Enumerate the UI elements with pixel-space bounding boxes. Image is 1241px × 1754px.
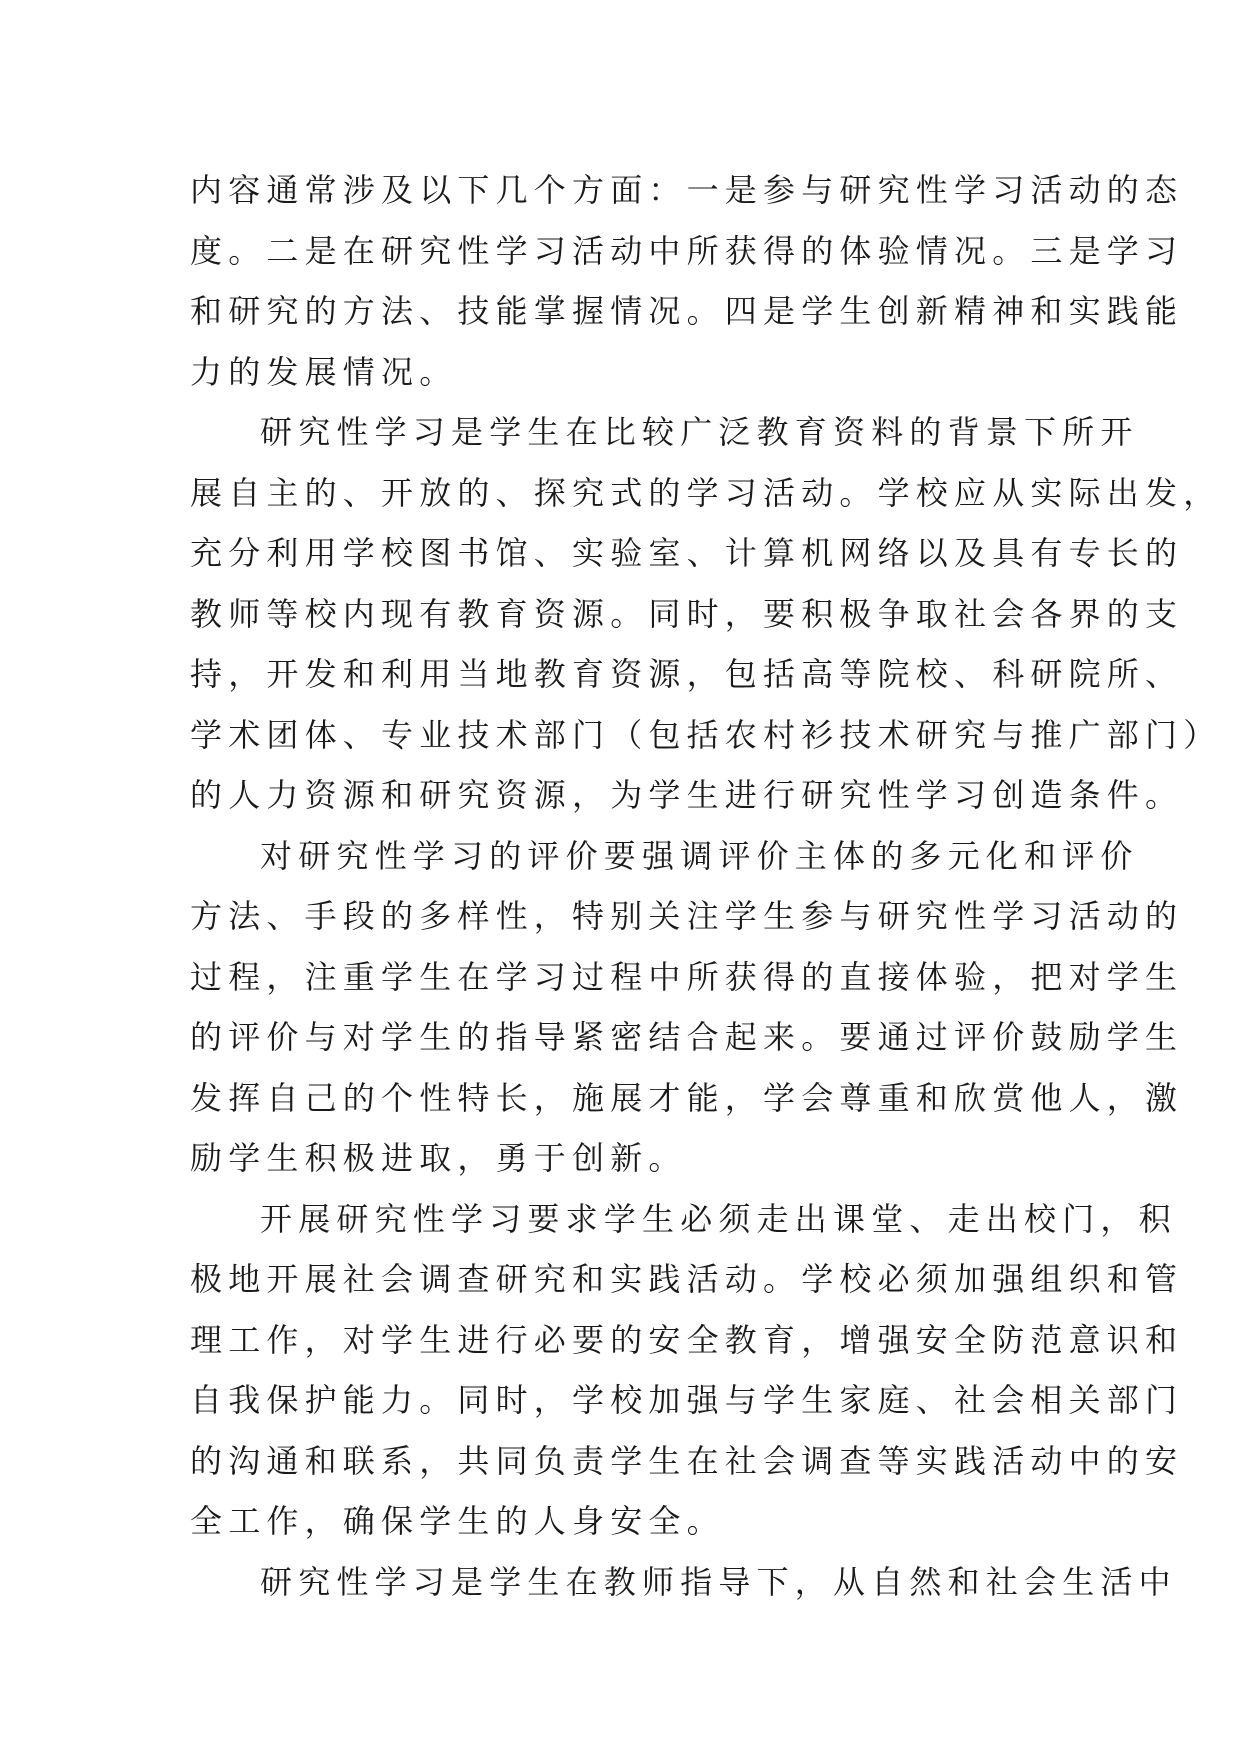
text-line: 发挥自己的个性特长，施展才能，学会尊重和欣赏他人，激	[190, 1078, 1184, 1117]
document-body	[190, 160, 1222, 1612]
text-line: 过程，注重学生在学习过程中所获得的直接体验，把对学生	[190, 957, 1184, 996]
text-line: 力的发展情况。	[190, 352, 458, 391]
text-line: 教师等校内现有教育资源。同时，要积极争取社会各界的支	[190, 594, 1184, 633]
text-line: 方法、手段的多样性，特别关注学生参与研究性学习活动的	[190, 897, 1184, 935]
text-line: 展自主的、开放的、探究式的学习活动。学校应从实际出发，	[190, 473, 1222, 512]
paragraph-first-line: 开展研究性学习要求学生必须走出课堂、走出校门，积	[260, 1199, 1177, 1238]
text-line: 励学生积极进取，勇于创新。	[190, 1139, 687, 1177]
text-line: 的沟通和联系，共同负责学生在社会调查等实践活动中的安	[190, 1441, 1184, 1480]
text-line: 度。二是在研究性学习活动中所获得的体验情况。三是学习	[190, 231, 1184, 270]
text-line: 的评价与对学生的指导紧密结合起来。要通过评价鼓励学生	[190, 1018, 1184, 1056]
text-line: 学术团体、专业技术部门（包括农村衫技术研究与推广部门）	[190, 715, 1222, 754]
paragraph-first-line: 研究性学习是学生在教师指导下，从自然和社会生活中	[260, 1562, 1177, 1601]
text-line: 的人力资源和研究资源，为学生进行研究性学习创造条件。	[190, 776, 1184, 814]
text-line: 充分利用学校图书馆、实验室、计算机网络以及具有专长的	[190, 534, 1184, 572]
text-line: 持，开发和利用当地教育资源，包括高等院校、科研院所、	[190, 655, 1184, 693]
text-line: 全工作，确保学生的人身安全。	[190, 1502, 725, 1540]
text-line: 极地开展社会调查研究和实践活动。学校必须加强组织和管	[190, 1260, 1184, 1298]
text-line: 和研究的方法、技能掌握情况。四是学生创新精神和实践能	[190, 292, 1184, 330]
text-line: 内容通常涉及以下几个方面：一是参与研究性学习活动的态	[190, 171, 1184, 209]
paragraph-first-line: 对研究性学习的评价要强调评价主体的多元化和评价	[260, 836, 1139, 875]
text-line: 自我保护能力。同时，学校加强与学生家庭、社会相关部门	[190, 1381, 1184, 1419]
paragraph-first-line: 研究性学习是学生在比较广泛教育资料的背景下所开	[260, 413, 1139, 451]
text-line: 理工作，对学生进行必要的安全教育，增强安全防范意识和	[190, 1320, 1184, 1359]
